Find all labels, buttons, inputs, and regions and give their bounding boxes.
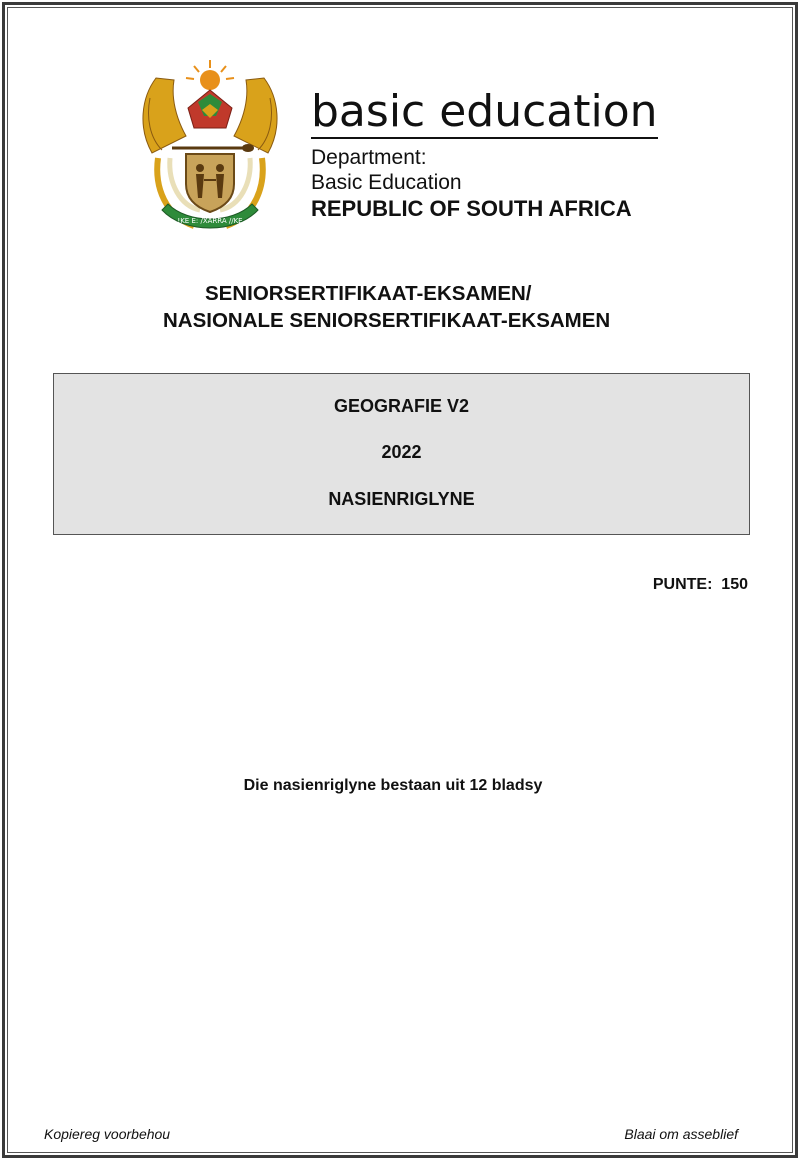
page-count-note: Die nasienriglyne bestaan uit 12 bladsy — [243, 777, 543, 794]
exam-year: 2022 — [381, 442, 422, 462]
exam-title-line1: SENIORSERTIFIKAAT-EKSAMEN/ — [205, 282, 532, 305]
crest-motto-text: !KE E: /XARRA //KE — [177, 217, 243, 225]
document-type: NASIENRIGLYNE — [328, 489, 475, 509]
country-name: REPUBLIC OF SOUTH AFRICA — [311, 196, 632, 221]
department-name: Basic Education — [311, 171, 462, 194]
logo-title: basic education — [311, 86, 658, 137]
total-marks: PUNTE: 150 — [652, 576, 748, 593]
footer-copyright: Kopiereg voorbehou — [44, 1126, 171, 1142]
logo-underline — [311, 137, 658, 139]
subject-name: GEOGRAFIE V2 — [333, 396, 470, 416]
coat-of-arms-icon — [136, 58, 284, 234]
subject-box — [53, 373, 750, 535]
department-label: Department: — [311, 146, 427, 169]
footer-turn-over: Blaai om asseblief — [624, 1126, 738, 1142]
exam-title-line2: NASIONALE SENIORSERTIFIKAAT-EKSAMEN — [163, 309, 611, 332]
